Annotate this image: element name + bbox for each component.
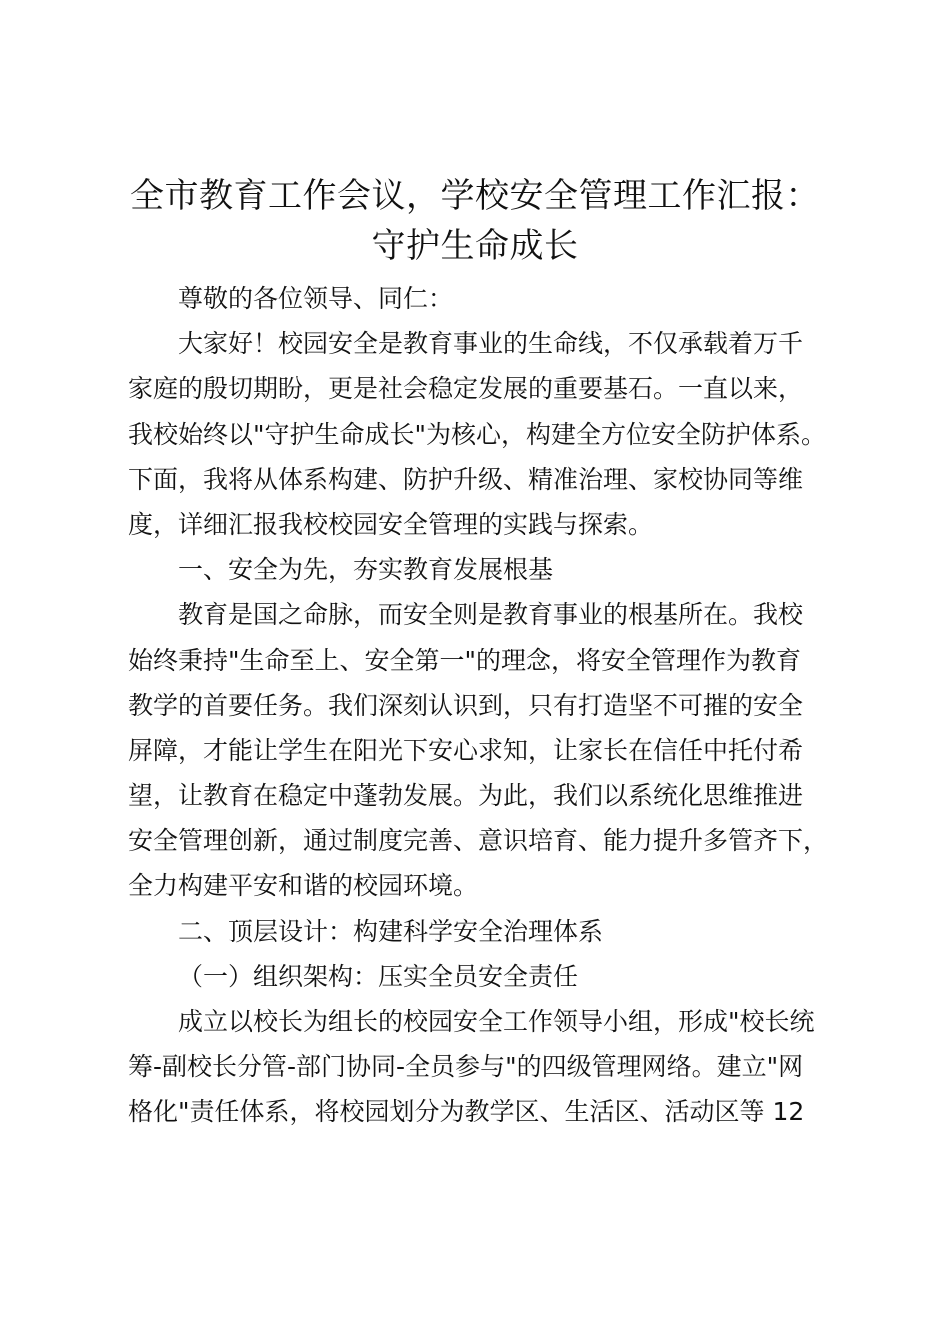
- document-title-line-2: 守护生命成长: [371, 226, 579, 266]
- body-text-line: 家庭的殷切期盼，更是社会稳定发展的重要基石。一直以来，: [128, 374, 804, 404]
- body-text-line: 全力构建平安和谐的校园环境。: [128, 871, 479, 901]
- body-text-line: 我校始终以"守护生命成长"为核心，构建全方位安全防护体系。: [128, 419, 827, 449]
- body-text-line: 教学的首要任务。我们深刻认识到，只有打造坚不可摧的安全: [128, 690, 804, 720]
- document-title-line-1: 全市教育工作会议，学校安全管理工作汇报：: [130, 176, 820, 216]
- body-text-line: 筹-副校长分管-部门协同-全员参与"的四级管理网络。建立"网: [128, 1052, 804, 1082]
- body-text-line: 尊敬的各位领导、同仁：: [178, 284, 454, 313]
- body-text-line: 屏障，才能让学生在阳光下安心求知，让家长在信任中托付希: [128, 735, 804, 765]
- body-text-line: （一）组织架构：压实全员安全责任: [178, 961, 579, 991]
- document-body: [128, 276, 838, 1135]
- body-text-line: 二、顶层设计：构建科学安全治理体系: [178, 916, 604, 946]
- body-text-line: 一、安全为先，夯实教育发展根基: [178, 555, 554, 585]
- body-text-line: 教育是国之命脉，而安全则是教育事业的根基所在。我校: [178, 600, 804, 630]
- body-text-line: 格化"责任体系，将校园划分为教学区、生活区、活动区等 12: [128, 1097, 805, 1127]
- body-text-line: 成立以校长为组长的校园安全工作领导小组，形成"校长统: [178, 1007, 815, 1036]
- body-text-line: 安全管理创新，通过制度完善、意识培育、能力提升多管齐下，: [128, 826, 829, 856]
- body-text-line: 下面，我将从体系构建、防护升级、精准治理、家校协同等维: [128, 464, 804, 494]
- body-text-line: 始终秉持"生命至上、安全第一"的理念，将安全管理作为教育: [128, 645, 802, 675]
- body-text-line: 大家好！校园安全是教育事业的生命线，不仅承载着万千: [178, 329, 804, 359]
- body-text-line: 望，让教育在稳定中蓬勃发展。为此，我们以系统化思维推进: [128, 781, 804, 811]
- body-text-line: 度，详细汇报我校校园安全管理的实践与探索。: [128, 509, 654, 539]
